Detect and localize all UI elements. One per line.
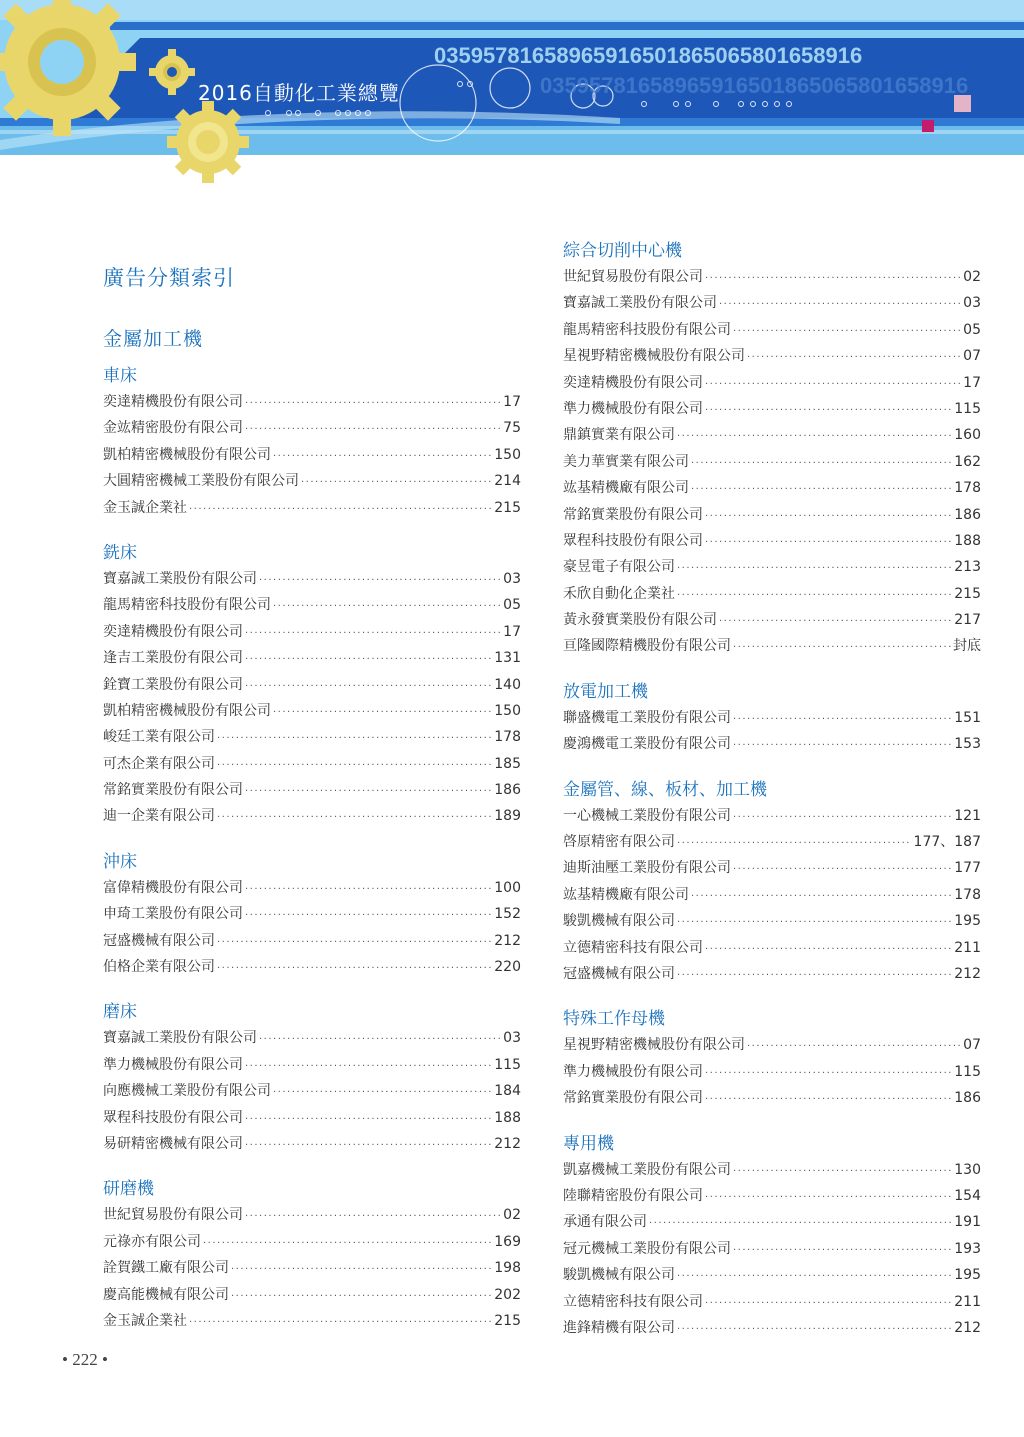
dot-leader [705,504,952,530]
index-entry [103,645,521,671]
header-banner [0,0,1024,190]
section-title: 銑床 [103,542,137,563]
page-reference: 162 [954,453,981,470]
dot-leader [231,1284,492,1310]
index-entry [563,1157,981,1183]
company-name: 立德精密科技有限公司 [563,1293,703,1310]
page-reference: 02 [503,1207,521,1224]
medium-gear-icon [167,101,249,183]
index-entry [103,928,521,954]
section-title: 沖床 [103,851,137,872]
page-reference: 160 [954,427,981,444]
index-entry [103,495,521,521]
page-reference: 07 [963,1037,981,1054]
company-name: 龍馬精密科技股份有限公司 [563,321,731,338]
page-reference: 17 [963,374,981,391]
index-entry [103,1105,521,1131]
dot-leader [733,805,952,831]
page-reference: 214 [494,473,521,490]
index-entry [103,875,521,901]
company-name: 常銘實業股份有限公司 [563,1090,703,1107]
header-digits-1: 035957816589659165018650658016589​16 [434,43,863,68]
index-entry [563,1315,981,1341]
dot-leader [273,1080,492,1106]
dot-leader [217,805,492,831]
page-reference: 17 [503,394,521,410]
dot-leader [719,609,952,635]
company-name: 準力機械股份有限公司 [103,1056,243,1073]
index-entry [103,954,521,980]
page-reference: 178 [954,480,981,497]
index-entry [563,343,981,369]
page-reference: 151 [954,709,981,726]
page-reference: 169 [494,1233,521,1250]
company-name: 冠元機械工業股份有限公司 [563,1240,731,1257]
index-entry [103,1078,521,1104]
dot-leader [733,1159,952,1185]
dot-leader [245,1133,492,1159]
company-name: 眾程科技股份有限公司 [563,532,703,549]
company-name: 常銘實業股份有限公司 [563,506,703,523]
page-reference: 178 [954,886,981,903]
company-name: 黃永發實業股份有限公司 [563,612,717,629]
page-reference: 177、187 [913,834,981,851]
company-name: 可杰企業有限公司 [103,755,215,772]
company-name: 凱柏精密機械股份有限公司 [103,702,271,719]
company-name: 凱嘉機械工業股份有限公司 [563,1161,731,1178]
header-digits-2: 035957816589659165018650658016589​16 [540,73,969,98]
dot-leader [691,451,952,477]
company-name: 冠盛機械有限公司 [563,965,675,982]
company-name: 慶高能機械有限公司 [103,1286,229,1303]
page-reference: 211 [954,1293,981,1310]
company-name: 準力機械股份有限公司 [563,400,703,417]
index-entry [563,633,981,659]
dot-leader [733,733,952,759]
page-reference: 封底 [953,638,981,655]
dot-leader [677,1264,952,1290]
index-section [563,777,981,988]
page-reference: 212 [494,1135,521,1152]
dot-leader [747,345,961,371]
dot-leader [273,700,492,726]
index-entry [563,935,981,961]
page-reference: 212 [494,932,521,949]
section-title: 研磨機 [103,1179,154,1200]
dot-leader [677,831,912,857]
index-entry [103,777,521,803]
company-name: 銓寶工業股份有限公司 [103,676,243,693]
index-entry [103,1229,521,1255]
index-entry [563,1183,981,1209]
index-entry [103,442,521,468]
page-number: • 222 • [62,1350,108,1369]
company-name: 聯盛機電工業股份有限公司 [563,709,731,726]
company-name: 迪斯油壓工業股份有限公司 [563,860,731,877]
dot-leader [245,1204,501,1230]
page-reference: 184 [494,1083,521,1100]
dot-leader [203,1231,492,1257]
company-name: 鼎鎮實業有限公司 [563,427,675,444]
section-title: 磨床 [103,1002,137,1023]
dot-leader [301,470,492,496]
index-entry [563,829,981,855]
index-entry [103,1282,521,1308]
company-name: 禾欣自動化企業社 [563,585,675,602]
dot-leader [245,647,492,673]
index-entry [563,908,981,934]
dot-leader [231,1257,492,1283]
dot-leader [259,568,501,594]
index-section [563,679,981,758]
dot-leader [733,707,952,733]
dot-leader [649,1211,952,1237]
dot-leader [705,937,952,963]
dot-leader [705,372,961,398]
dot-leader [245,1107,492,1133]
dot-leader [733,1238,952,1264]
page-reference: 185 [494,755,521,772]
dot-leader [677,583,952,609]
index-entry [563,449,981,475]
page-reference: 75 [503,420,521,437]
company-name: 星視野精密機械股份有限公司 [563,348,745,365]
index-entry [563,1085,981,1111]
left-column [103,363,521,1353]
index-entry [563,731,981,757]
company-name: 亘隆國際精機股份有限公司 [563,638,731,655]
company-name: 大圓精密機械工業股份有限公司 [103,473,299,490]
page-reference: 188 [494,1109,521,1126]
page-reference: 202 [494,1286,521,1303]
index-entry [103,468,521,494]
page-reference: 07 [963,348,981,365]
company-name: 豪昱電子有限公司 [563,559,675,576]
index-entry [103,389,521,415]
index-entry [103,619,521,645]
dot-leader [677,910,952,936]
company-name: 金竑精密股份有限公司 [103,420,243,437]
index-entry [563,581,981,607]
page-reference: 177 [954,860,981,877]
page-reference: 130 [954,1161,981,1178]
page-reference: 178 [494,729,521,746]
page-reference: 215 [494,499,521,516]
index-entry [103,698,521,724]
index-entry [103,592,521,618]
company-name: 慶鴻機電工業股份有限公司 [563,736,731,753]
page-reference: 115 [494,1056,521,1073]
index-entry [103,1308,521,1334]
section-title: 特殊工作母機 [563,1009,665,1030]
page-reference: 140 [494,676,521,693]
page-reference: 195 [954,1267,981,1284]
company-name: 冠盛機械有限公司 [103,932,215,949]
company-name: 準力機械股份有限公司 [563,1063,703,1080]
dot-leader [705,1087,952,1113]
company-name: 奕達精機股份有限公司 [103,623,243,640]
index-entry [103,672,521,698]
index-entry [103,1025,521,1051]
dot-leader [217,753,492,779]
company-name: 竑基精機廠有限公司 [563,886,689,903]
company-name: 進鋒精機有限公司 [563,1319,675,1336]
company-name: 逢吉工業股份有限公司 [103,650,243,667]
page-reference: 121 [954,807,981,824]
dot-leader [705,1185,952,1211]
company-name: 向應機械工業股份有限公司 [103,1083,271,1100]
dot-leader [705,1061,952,1087]
section-title: 放電加工機 [563,681,648,702]
company-name: 駿凱機械有限公司 [563,913,675,930]
dot-leader [245,903,492,929]
page-reference: 152 [494,906,521,923]
index-entry [563,855,981,881]
page-reference: 195 [954,913,981,930]
page-reference: 03 [503,570,521,587]
dot-leader [691,477,952,503]
page-reference: 191 [954,1214,981,1231]
dot-leader [747,1034,961,1060]
index-entry [103,566,521,592]
company-name: 龍馬精密科技股份有限公司 [103,597,271,614]
index-entry [103,803,521,829]
dot-leader [733,635,951,661]
page-reference: 217 [954,612,981,629]
index-entry [563,475,981,501]
page-reference: 188 [954,532,981,549]
section-title: 車床 [103,366,137,386]
page-reference: 05 [503,597,521,614]
company-name: 啓原精密有限公司 [563,834,675,851]
index-entry [563,554,981,580]
page-reference: 05 [963,321,981,338]
page-reference: 186 [954,506,981,523]
page-reference: 17 [503,623,521,640]
index-entry [103,1131,521,1157]
index-entry [563,607,981,633]
dot-leader [245,877,492,903]
section-title: 專用機 [563,1133,614,1154]
major-category-title: 金屬加工機 [103,328,204,350]
company-name: 易研精密機械有限公司 [103,1135,243,1152]
dot-leader [677,1317,952,1343]
dot-leader [245,621,501,647]
company-name: 寶嘉誠工業股份有限公司 [563,295,717,312]
index-entry [563,705,981,731]
page-reference: 186 [494,782,521,799]
index-entry [563,290,981,316]
index-title: 廣告分類索引 [103,266,235,290]
index-entry [563,502,981,528]
index-section [103,363,521,521]
dot-leader [733,857,952,883]
index-entry [103,751,521,777]
dot-leader [705,1291,952,1317]
index-entry [563,370,981,396]
dot-leader [245,674,492,700]
dot-leader [217,726,492,752]
page-reference: 189 [494,808,521,825]
dot-leader [245,1054,492,1080]
page-reference: 212 [954,965,981,982]
index-entry [103,901,521,927]
index-entry [563,528,981,554]
index-entry [563,1262,981,1288]
company-name: 寶嘉誠工業股份有限公司 [103,570,257,587]
page-reference: 220 [494,959,521,976]
company-name: 承通有限公司 [563,1214,647,1231]
dot-leader [677,963,952,989]
company-name: 凱柏精密機械股份有限公司 [103,446,271,463]
page-reference: 193 [954,1240,981,1257]
dot-leader [691,884,952,910]
dot-leader [245,417,501,443]
page-reference: 150 [494,446,521,463]
index-section [103,1176,521,1334]
right-column [563,238,981,1360]
page-reference: 03 [963,295,981,312]
index-section [563,238,981,660]
page-reference: 212 [954,1319,981,1336]
company-name: 元祿亦有限公司 [103,1233,201,1250]
index-section [563,1131,981,1342]
company-name: 世紀貿易股份有限公司 [563,269,703,285]
index-entry [563,1209,981,1235]
company-name: 美力華實業有限公司 [563,453,689,470]
company-name: 申琦工業股份有限公司 [103,906,243,923]
company-name: 奕達精機股份有限公司 [563,374,703,391]
header-title: 2016自動化工業總覽 [198,81,400,105]
company-name: 立德精密科技有限公司 [563,939,703,956]
index-entry [563,422,981,448]
dot-leader [677,424,952,450]
company-name: 奕達精機股份有限公司 [103,394,243,410]
company-name: 眾程科技股份有限公司 [103,1109,243,1126]
index-entry [563,317,981,343]
dot-leader [273,594,501,620]
company-name: 寶嘉誠工業股份有限公司 [103,1030,257,1047]
magenta-square-icon [922,120,934,132]
index-section [103,540,521,830]
dot-leader [189,1310,492,1336]
dot-leader [733,319,961,345]
index-entry [563,882,981,908]
company-name: 陸聯精密股份有限公司 [563,1187,703,1204]
index-section [563,1006,981,1111]
index-entry [103,1255,521,1281]
dot-leader [705,266,961,292]
dot-leader [217,930,492,956]
company-name: 星視野精密機械股份有限公司 [563,1037,745,1054]
index-entry [103,415,521,441]
dot-leader [705,530,952,556]
index-section [103,999,521,1157]
company-name: 常銘實業股份有限公司 [103,782,243,799]
page-reference: 02 [963,269,981,285]
page-reference: 115 [954,1063,981,1080]
page-reference: 213 [954,559,981,576]
page-reference: 131 [494,650,521,667]
page-reference: 186 [954,1090,981,1107]
dot-leader [217,956,492,982]
index-entry [563,1059,981,1085]
index-entry [563,1289,981,1315]
index-entry [563,396,981,422]
page-reference: 215 [494,1312,521,1329]
index-entry [563,803,981,829]
dot-leader [259,1027,501,1053]
index-entry [563,961,981,987]
page-reference: 154 [954,1187,981,1204]
company-name: 世紀貿易股份有限公司 [103,1207,243,1224]
page-reference: 153 [954,736,981,753]
page-reference: 115 [954,400,981,417]
dot-leader [245,391,501,417]
dot-leader [719,292,961,318]
page-reference: 198 [494,1260,521,1277]
index-section [103,849,521,981]
dot-leader [245,779,492,805]
page-reference: 215 [954,585,981,602]
company-name: 竑基精機廠有限公司 [563,480,689,497]
company-name: 金玉誠企業社 [103,1312,187,1329]
company-name: 詮賀鐵工廠有限公司 [103,1260,229,1277]
dot-leader [705,398,952,424]
index-entry [563,1032,981,1058]
company-name: 伯格企業有限公司 [103,959,215,976]
index-entry [103,724,521,750]
index-entry [563,264,981,290]
page-reference: 211 [954,939,981,956]
page-reference: 150 [494,702,521,719]
company-name: 迪一企業有限公司 [103,808,215,825]
company-name: 金玉誠企業社 [103,499,187,516]
section-title: 綜合切削中心機 [563,241,682,261]
company-name: 一心機械工業股份有限公司 [563,807,731,824]
dot-leader [273,444,492,470]
dot-leader [677,556,952,582]
index-entry [103,1202,521,1228]
page-reference: 100 [494,879,521,896]
dot-leader [189,497,492,523]
company-name: 峻廷工業有限公司 [103,729,215,746]
section-title: 金屬管、線、板材、加工機 [563,779,767,800]
company-name: 富偉精機股份有限公司 [103,879,243,896]
company-name: 駿凱機械有限公司 [563,1267,675,1284]
index-entry [103,1052,521,1078]
page-reference: 03 [503,1030,521,1047]
index-entry [563,1236,981,1262]
